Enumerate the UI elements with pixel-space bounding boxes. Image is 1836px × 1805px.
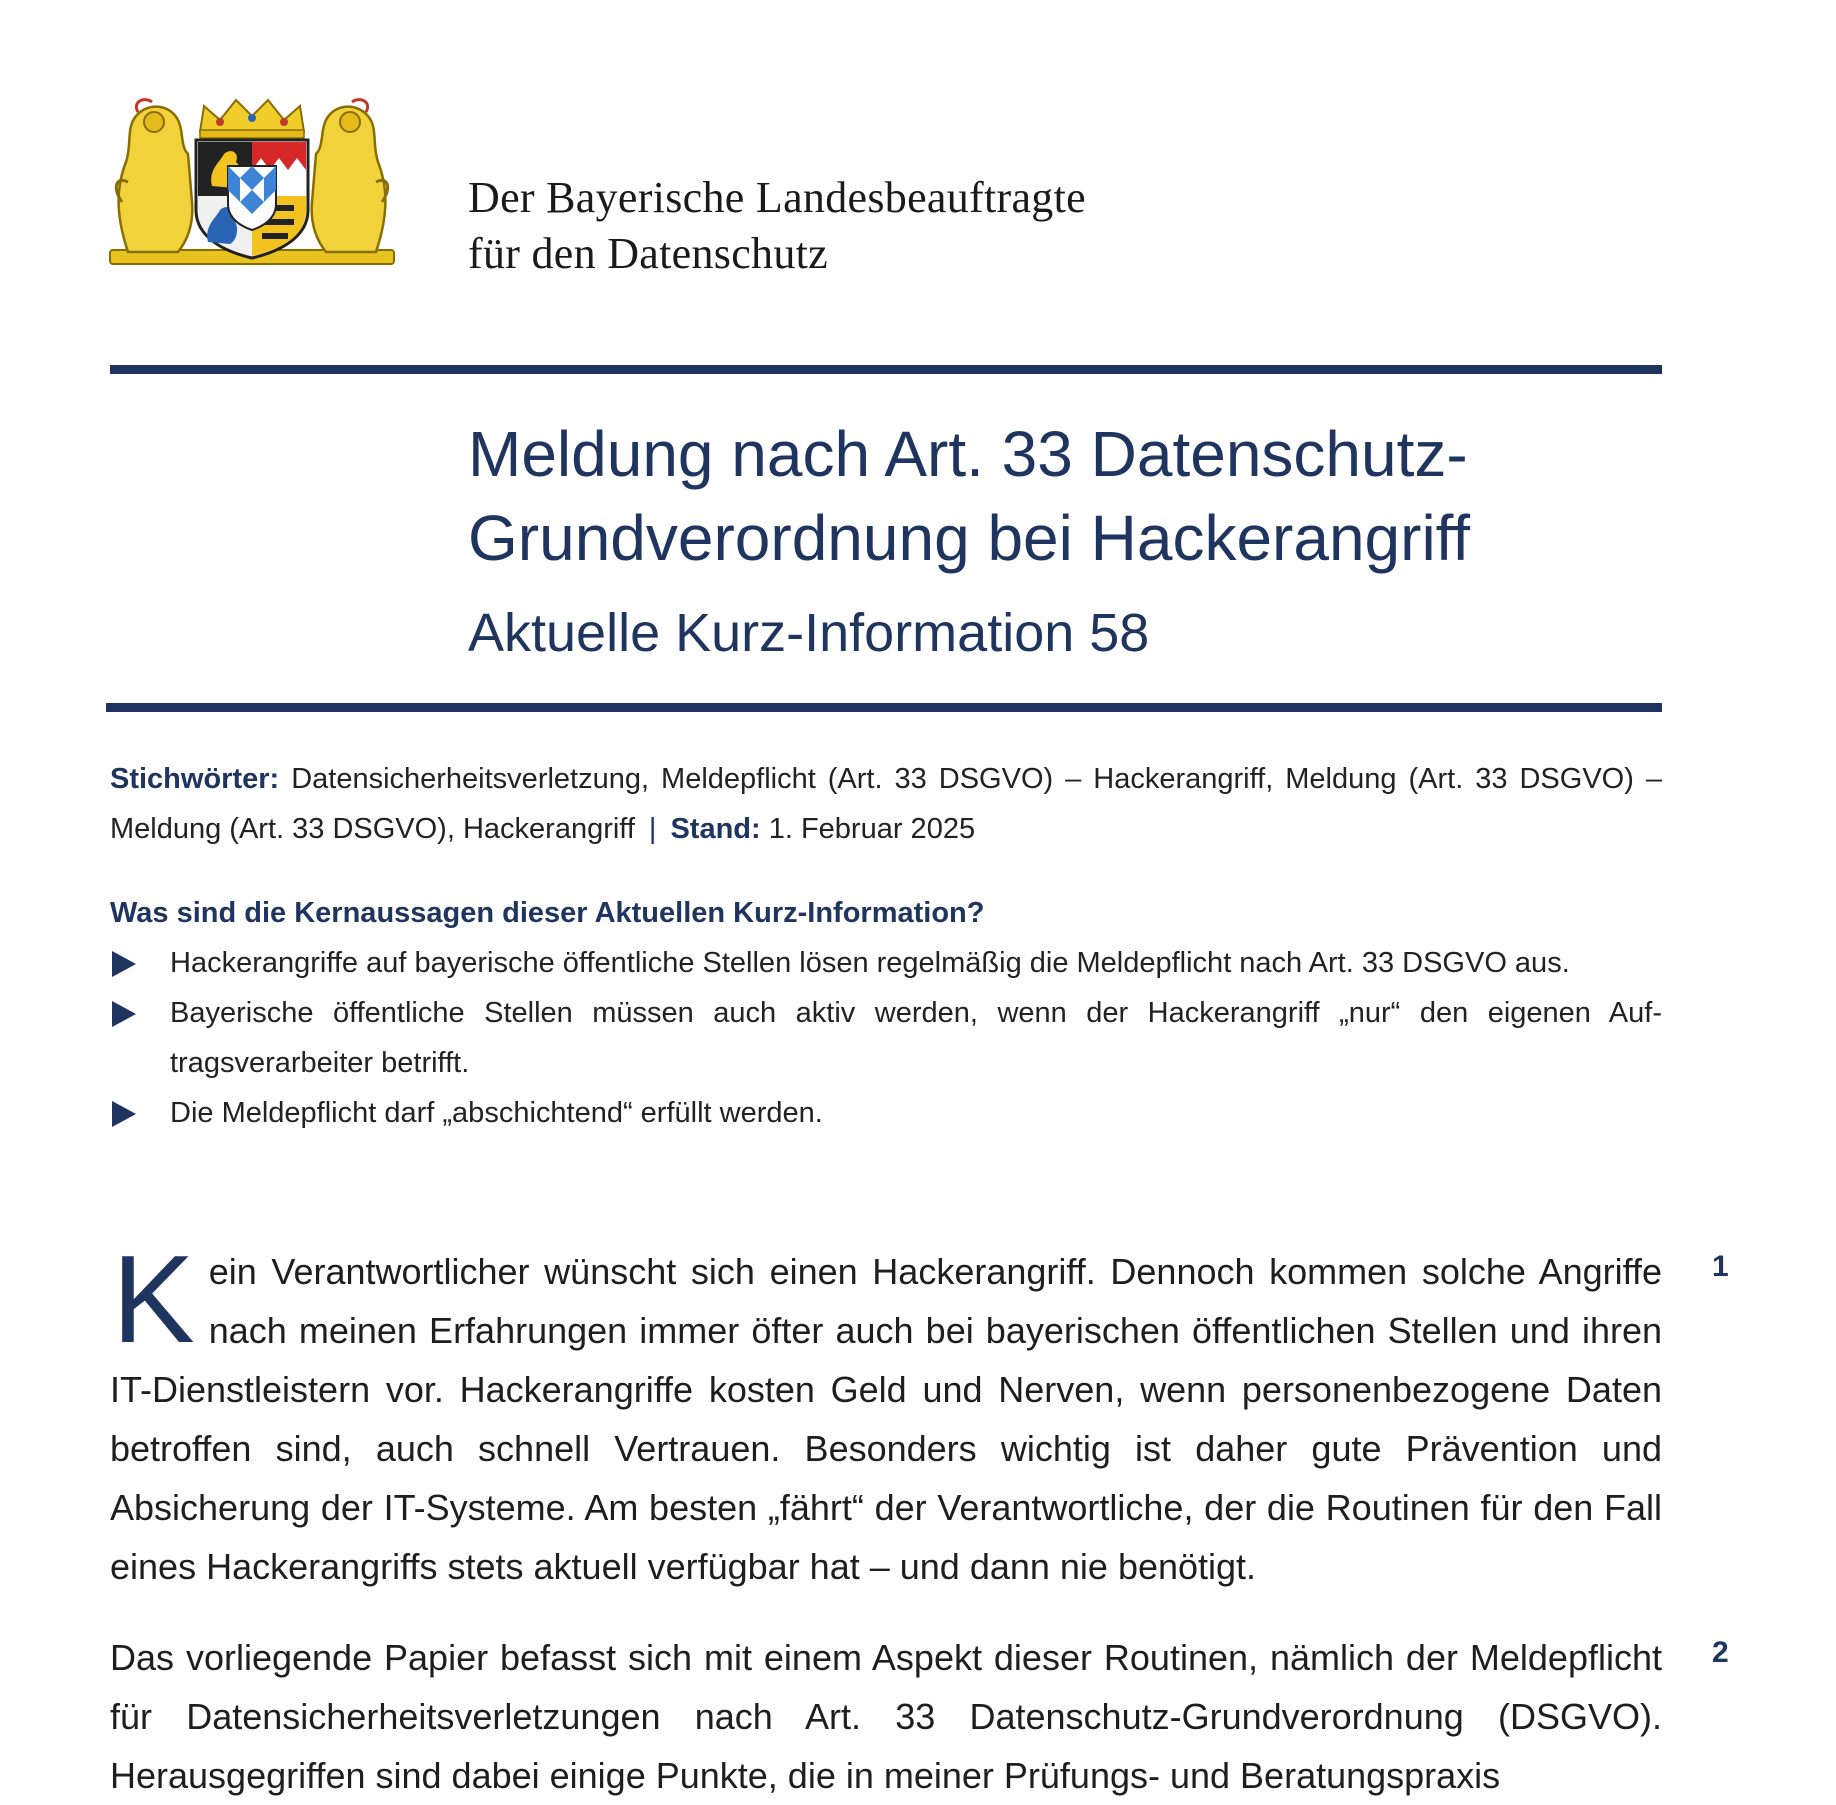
title-line-2: Grundverordnung bei Hackerangriff — [468, 502, 1471, 574]
paragraph-text: Das vorliegende Papier befasst sich mit einem Aspekt dieser Routinen, nämlich der Meldepflicht für Datensicherheitsverletzungen nach Art. 33 Datenschutz-Grundverordnung (DSGVO). Herausgegriffen sind dabei einige Punkte, die in meiner Prüfungs- und Beratungspraxis — [110, 1637, 1662, 1796]
body-paragraph-2 — [110, 1628, 1662, 1805]
list-item-text: Hackerangriffe auf bayerische öffentliche Stellen lösen regelmäßig die Meldepflicht nach Art. 33 DSGVO aus. — [170, 947, 1570, 979]
keywords-label: Stichwörter: — [110, 763, 280, 795]
list-item-text: Die Meldepflicht darf „abschichtend“ erfüllt werden. — [170, 1097, 823, 1129]
body-paragraph-1 — [110, 1231, 1662, 1596]
stand-label: Stand: — [670, 813, 761, 845]
bavarian-coat-of-arms-icon — [108, 92, 396, 270]
paragraph-text: ein Verantwortlicher wünscht sich einen Hackerangriff. Dennoch kommen solche Angriffe nach meinen Erfahrungen immer öfter auch bei bayerischen öffentlichen Stellen und ihren IT-Dienstleistern vor. Hackerangriffe kosten Geld und Nerven, wenn personenbezogene Daten betroffen sind, auch schnell Vertrauen. Besonders wichtig ist daher gute Prävention und Absicherung der IT-Systeme. Am besten „fährt“ der Verantwortliche, der die Routinen für den Fall eines Hackerangriffs stets aktuell verfügbar hat – und dann nie benötigt. — [110, 1251, 1662, 1587]
keywords-separator: | — [648, 813, 657, 845]
top-divider — [110, 365, 1662, 374]
key-statements-list — [110, 938, 1662, 1138]
issuer-name-line-1: Der Bayerische Landesbeauftragte — [468, 173, 1086, 222]
margin-number-1: 1 — [1712, 1250, 1729, 1283]
issuer-name-line-2: für den Datenschutz — [468, 229, 828, 278]
triangle-bullet-icon — [112, 1001, 136, 1027]
key-statements-heading: Was sind die Kernaussagen dieser Aktuellen Kurz-Information? — [110, 897, 985, 929]
list-item — [110, 938, 1662, 988]
drop-cap: K — [112, 1231, 195, 1369]
keywords-text: Datensicherheitsverletzung, Meldepflicht (Art. 33 DSGVO) – Hackerangriff, Meldung (Art. 33 DSGVO) – Meldung (Art. 33 DSGVO), Hackerangriff — [110, 763, 1662, 845]
list-item-text: Bayerische öffentliche Stellen müssen auch aktiv werden, wenn der Hackerangriff „nur“ den eigenen Auftragsverarbeiter betrifft. — [170, 997, 1662, 1079]
issuer-name — [468, 170, 1086, 282]
title-line-1: Meldung nach Art. 33 Datenschutz- — [468, 418, 1468, 490]
document-subtitle: Aktuelle Kurz-Information 58 — [468, 603, 1150, 663]
document-title — [468, 412, 1658, 580]
stand-value: 1. Februar 2025 — [768, 813, 976, 845]
list-item — [110, 1088, 1662, 1138]
triangle-bullet-icon — [112, 1101, 136, 1127]
keywords-block — [110, 754, 1662, 854]
bottom-divider — [106, 703, 1662, 712]
list-item — [110, 988, 1662, 1088]
triangle-bullet-icon — [112, 951, 136, 977]
margin-number-2: 2 — [1712, 1636, 1729, 1669]
